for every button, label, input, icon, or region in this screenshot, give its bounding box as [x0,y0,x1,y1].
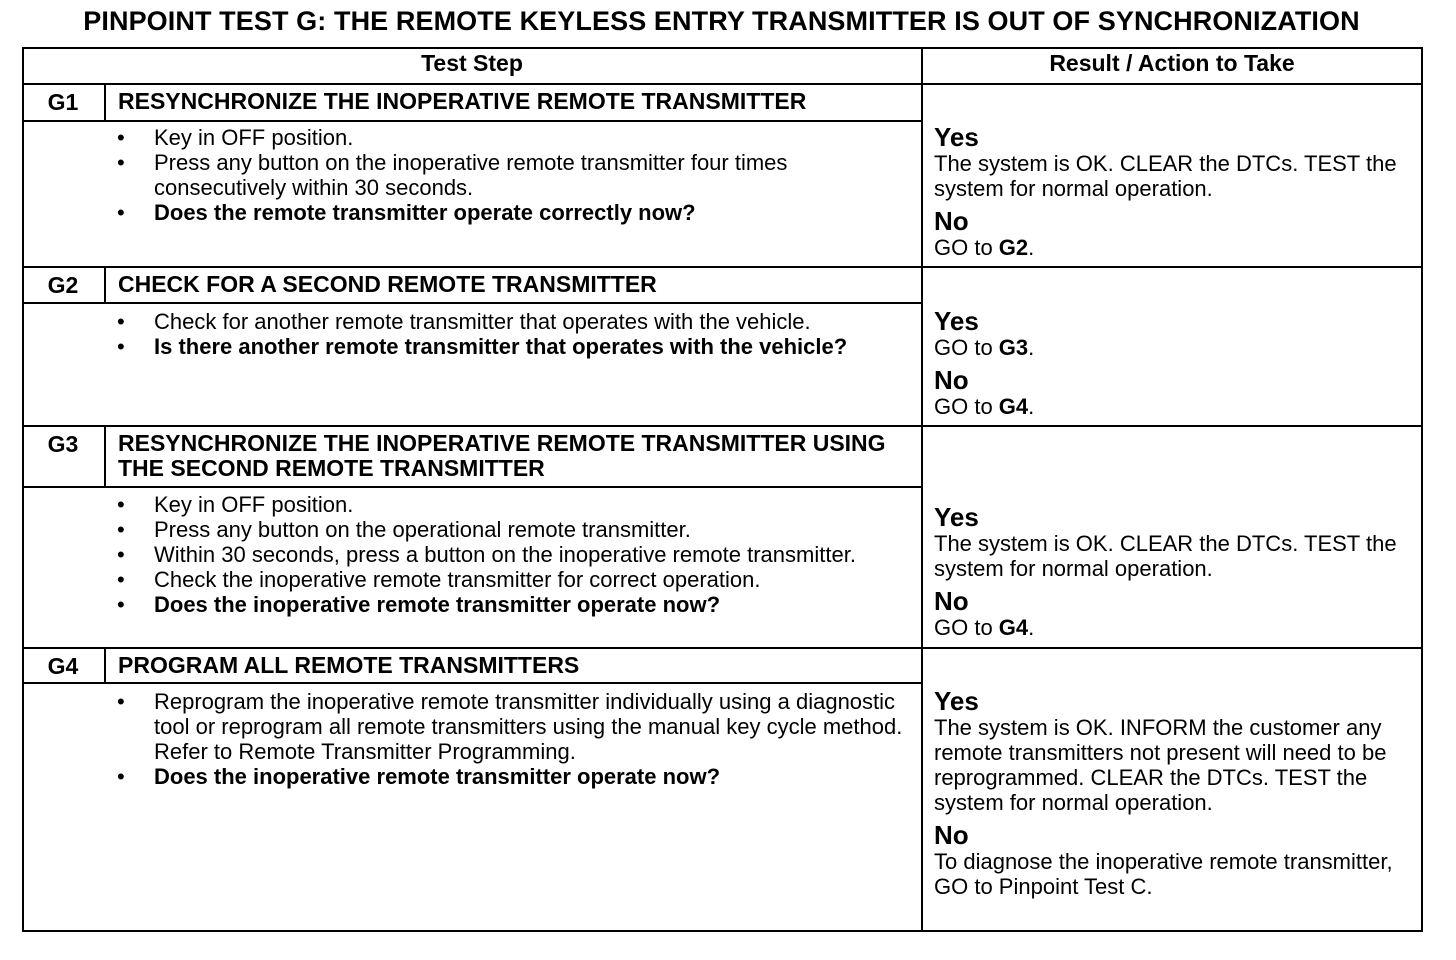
step-question: Does the inoperative remote transmitter operate now? [154,592,721,617]
header-result: Result / Action to Take [1049,50,1295,76]
step-title: RESYNCHRONIZE THE INOPERATIVE REMOTE TRANSMITTER USING THE SECOND REMOTE TRANSMITTER [118,430,886,481]
step-reference: G4 [998,615,1029,640]
step-instructions [113,309,913,359]
instruction-text: Key in OFF position. [154,492,354,517]
step-id-divider [104,268,106,304]
yes-label: Yes [934,306,979,336]
list-item [113,150,913,200]
instruction-text: Reprogram the inoperative remote transmitter individually using a diagnostic tool or reprogram all remote transmitters using the manual key cycle method. Refer to Remote Transmitter Programming. [154,689,903,764]
step-id: G3 [47,431,79,457]
step-title-divider [22,302,922,304]
result-cell [934,503,1414,646]
step-question: Does the remote transmitter operate correctly now? [154,200,696,225]
list-item [113,309,913,334]
instruction-text: Check for another remote transmitter that operates with the vehicle. [154,309,811,334]
bullet-glyph: • [117,517,125,542]
step-title-divider [22,486,922,488]
row-divider [22,266,1423,268]
bullet-glyph: • [117,334,125,359]
step-id: G1 [47,89,79,115]
bullet-glyph: • [117,764,125,789]
no-label: No [934,206,969,236]
result-cell [934,687,1414,905]
row-divider [22,647,1423,649]
step-id: G2 [47,272,79,298]
table-border-left [22,47,24,932]
bullet-glyph: • [117,689,125,714]
list-item [113,689,913,764]
bullet-glyph: • [117,567,125,592]
no-action: GO to G4. [934,615,1035,640]
table-border-bottom [22,930,1423,932]
step-id: G4 [47,653,79,679]
yes-label: Yes [934,122,979,152]
bullet-glyph: • [117,592,125,617]
no-label: No [934,365,969,395]
step-title-divider [22,682,922,684]
step-reference: G2 [998,235,1029,260]
step-id-divider [104,427,106,488]
header-divider [22,83,1423,85]
result-cell [934,307,1414,425]
no-label: No [934,820,969,850]
no-action: To diagnose the inoperative remote transmitter, GO to Pinpoint Test C. [934,849,1393,899]
step-instructions [113,125,913,225]
instruction-text: Check the inoperative remote transmitter for correct operation. [154,567,761,592]
step-reference: G3 [998,335,1029,360]
step-id-divider [104,84,106,121]
row-divider [22,425,1423,427]
bullet-glyph: • [117,125,125,150]
list-item [113,125,913,150]
step-title: RESYNCHRONIZE THE INOPERATIVE REMOTE TRANSMITTER [118,88,807,114]
yes-label: Yes [934,502,979,532]
yes-action: The system is OK. INFORM the customer any remote transmitters not present will need to be reprogrammed. CLEAR the DTCs. TEST the system for normal operation. [934,715,1387,815]
bullet-glyph: • [117,309,125,334]
step-title: CHECK FOR A SECOND REMOTE TRANSMITTER [118,271,657,297]
no-label: No [934,586,969,616]
yes-action: GO to G3. [934,335,1035,360]
instruction-text: Key in OFF position. [154,125,354,150]
step-reference: G4 [998,394,1029,419]
list-item [113,567,913,592]
page-title: PINPOINT TEST G: THE REMOTE KEYLESS ENTRY TRANSMITTER IS OUT OF SYNCHRONIZATION [83,6,1360,36]
step-id-divider [104,649,106,684]
instruction-text: Press any button on the operational remote transmitter. [154,517,691,542]
yes-label: Yes [934,686,979,716]
list-item [113,542,913,567]
no-action: GO to G4. [934,394,1035,419]
column-divider [921,47,923,932]
step-instructions [113,689,913,789]
yes-action: The system is OK. CLEAR the DTCs. TEST the system for normal operation. [934,151,1397,201]
list-item [113,200,913,225]
step-title-divider [22,120,922,122]
step-title: PROGRAM ALL REMOTE TRANSMITTERS [118,652,580,678]
table-border-top [22,47,1423,49]
list-item [113,492,913,517]
yes-action: The system is OK. CLEAR the DTCs. TEST the system for normal operation. [934,531,1397,581]
bullet-glyph: • [117,150,125,175]
bullet-glyph: • [117,200,125,225]
bullet-glyph: • [117,492,125,517]
step-question: Does the inoperative remote transmitter operate now? [154,764,721,789]
bullet-glyph: • [117,542,125,567]
instruction-text: Within 30 seconds, press a button on the inoperative remote transmitter. [154,542,856,567]
instruction-text: Press any button on the inoperative remote transmitter four times consecutively within 30 seconds. [154,150,788,200]
list-item [113,517,913,542]
table-border-right [1421,47,1423,932]
result-cell [934,123,1414,266]
step-instructions [113,492,913,617]
list-item [113,592,913,617]
step-question: Is there another remote transmitter that operates with the vehicle? [154,334,848,359]
header-test-step: Test Step [421,50,523,76]
no-action: GO to G2. [934,235,1035,260]
list-item [113,334,913,359]
list-item [113,764,913,789]
